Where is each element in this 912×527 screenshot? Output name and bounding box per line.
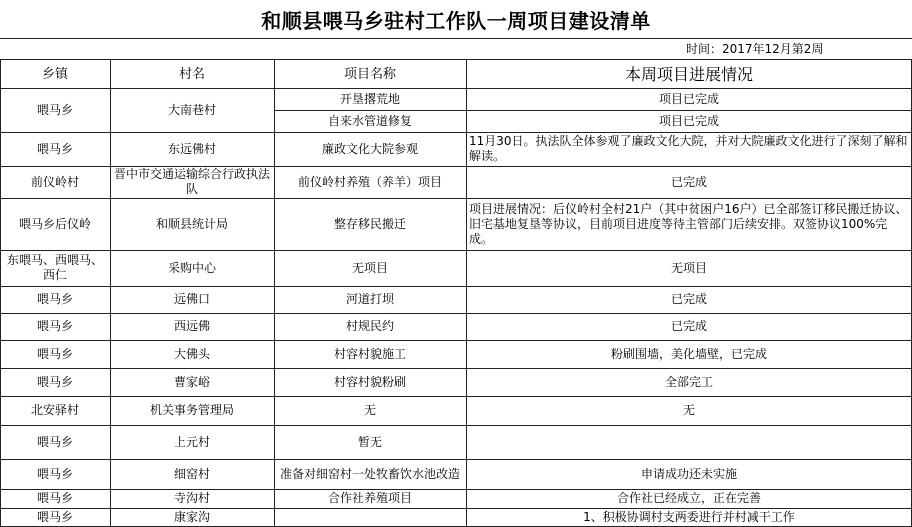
cell-progress: 无 — [682, 403, 695, 417]
cell-township: 喂马乡 — [36, 510, 73, 524]
cell-project: 前仪岭村养殖（养羊）项目 — [297, 174, 442, 189]
cell-project: 村规民约 — [345, 319, 394, 333]
cell-project: 无 — [363, 403, 376, 417]
cell-project: 整存移民搬迁 — [333, 216, 406, 231]
cell-project: 河道打坝 — [345, 292, 394, 306]
cell-township: 喂马乡 — [36, 491, 73, 505]
cell-township: 喂马乡 — [36, 374, 73, 389]
cell-progress: 项目已完成 — [658, 113, 719, 128]
cell-village: 细窑村 — [173, 466, 210, 481]
cell-township: 喂马乡 — [36, 141, 73, 156]
cell-township: 东喂马、西喂马、西仁 — [6, 253, 103, 282]
cell-village: 西远佛 — [173, 319, 210, 333]
cell-project: 无项目 — [351, 260, 388, 275]
progress-text: 项目进展情况：后仪岭村全村21户（其中贫困户16户）已全部签订移民搬迁协议、旧宅基地复垦等协议，目前项目进度等待主管部门后续安排。双签协议100%完成。 — [469, 201, 908, 246]
cell-township: 喂马乡 — [36, 102, 73, 117]
cell-progress: 1、积极协调村支两委进行并村减干工作 — [583, 510, 795, 524]
cell-township: 喂马乡 — [36, 292, 73, 306]
cell-project: 村容村貌施工 — [333, 346, 406, 361]
header-progress: 本周项目进展情况 — [624, 64, 753, 84]
cell-village: 远佛口 — [173, 292, 210, 306]
progress-text: 11月30日。执法队全体参观了廉政文化大院，并对大院廉政文化进行了深刻了解和解读。 — [469, 134, 908, 163]
cell-township: 喂马乡 — [36, 466, 73, 481]
cell-village: 曹家峪 — [173, 374, 210, 389]
cell-progress: 已完成 — [670, 292, 707, 306]
cell-township: 喂马乡 — [36, 346, 73, 361]
time-row — [0, 38, 912, 58]
cell-progress: 粉刷围墙，美化墙壁，已完成 — [610, 346, 767, 361]
cell-township: 喂马乡 — [36, 434, 73, 449]
cell-township: 喂马乡后仪岭 — [18, 216, 91, 231]
cell-project: 合作社养殖项目 — [327, 491, 412, 505]
cell-village: 寺沟村 — [173, 491, 210, 505]
cell-progress — [466, 425, 912, 459]
cell-village: 大南巷村 — [167, 102, 216, 117]
cell-township: 喂马乡 — [36, 319, 73, 333]
cell-project: 准备对细窑村一处牧畜饮水池改造 — [279, 466, 460, 481]
cell-progress — [466, 198, 912, 250]
cell-village: 康家沟 — [173, 510, 210, 524]
time-label: 时间：2017年12月第2周 — [686, 42, 824, 56]
cell-progress: 已完成 — [670, 174, 707, 189]
cell-project: 自来水管道修复 — [327, 113, 412, 128]
cell-progress: 无项目 — [670, 260, 707, 275]
cell-progress: 合作社已经成立，正在完善 — [616, 491, 761, 505]
cell-village: 晋中市交通运输综合行政执法队 — [113, 167, 270, 196]
cell-project: 廉政文化大院参观 — [321, 141, 418, 156]
cell-village: 和顺县统计局 — [155, 216, 228, 231]
cell-progress: 项目已完成 — [658, 91, 719, 106]
cell-progress — [466, 132, 912, 166]
cell-progress: 已完成 — [670, 319, 707, 333]
cell-project: 开垦撂荒地 — [339, 91, 400, 106]
cell-village: 机关事务管理局 — [149, 403, 234, 417]
cell-township: 前仪岭村 — [30, 174, 79, 189]
header-township: 乡镇 — [41, 66, 68, 82]
cell-village: 采购中心 — [167, 260, 216, 275]
cell-project: 村容村貌粉刷 — [333, 374, 406, 389]
cell-progress: 申请成功还未实施 — [640, 466, 737, 481]
cell-project — [274, 508, 466, 527]
header-village: 村名 — [178, 66, 205, 82]
cell-project: 暂无 — [357, 434, 382, 449]
sheet-title: 和顺县喂马乡驻村工作队一周项目建设清单 — [261, 8, 651, 33]
cell-village: 东远佛村 — [167, 141, 216, 156]
cell-village: 大佛头 — [173, 346, 210, 361]
cell-progress: 全部完工 — [664, 374, 713, 389]
cell-village: 上元村 — [173, 434, 210, 449]
header-project: 项目名称 — [343, 66, 396, 82]
cell-township: 北安驿村 — [30, 403, 79, 417]
